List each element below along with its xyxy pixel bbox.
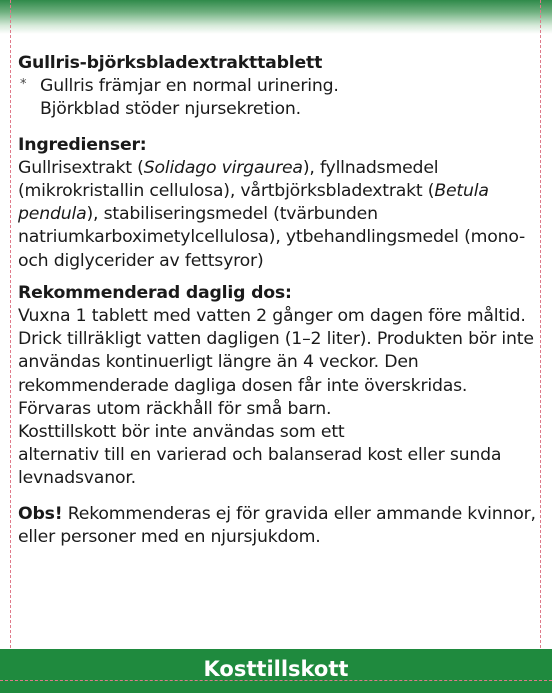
health-claim-text-1: Gullris främjar en normal urinering. [40,76,339,97]
dosage-heading: Rekommenderad daglig dos: [18,282,292,303]
ingredients-latin-name: Solidago virgaurea [143,157,303,178]
ingredients-text [18,157,540,273]
warning-text [18,503,540,549]
cut-line-bottom [0,680,552,681]
claim-marker: * [20,77,27,93]
dosage-text-2: Kosttillskott bör inte användas som ett [18,422,345,443]
ingredients-heading: Ingredienser: [18,134,147,155]
ingredients-part: Gullrisextrakt ( [18,157,144,178]
health-claim-text-2: Björkblad stöder njursekretion. [40,99,301,120]
warning-label: Obs! [18,503,63,524]
ingredients-latin-name: Betula pendula [18,181,489,225]
health-claim-2 [18,98,540,121]
dosage-text-3: alternativ till en varierad och balanserad kost eller sunda levnadsvanor. [18,445,502,489]
footer-label: Kosttillskott [203,657,349,681]
cut-line-left [10,0,11,693]
top-green-fade [0,0,552,34]
ingredients-part: ), stabiliseringsmedel (tvärbunden natriumkarboximetylcellulosa), ytbehandlingsmedel (mono- och diglycerider av fettsyror) [18,204,526,271]
warning-body: Rekommenderas ej för gravida eller ammande kvinnor, eller personer med en njursjukdom. [18,503,536,547]
label-text-panel [18,52,540,549]
health-claim-1 [18,75,540,98]
dosage-text: Vuxna 1 tablett med vatten 2 gånger om dagen före måltid. Drick tillräkligt vatten dagligen (1–2 liter). Produkten bör inte användas kontinuerligt längre än 4 veckor. Den rekommenderade dagliga dosen får inte överskridas. Förvaras utom räckhåll för små barn. [18,306,534,419]
cut-line-right [540,0,541,693]
footer-banner [0,649,552,693]
product-title: Gullris-björksbladextrakttablett [18,53,323,73]
ingredients-part: ), fyllnadsmedel (mikrokristallin cellulosa), vårtbjörksbladextrakt ( [18,157,439,202]
